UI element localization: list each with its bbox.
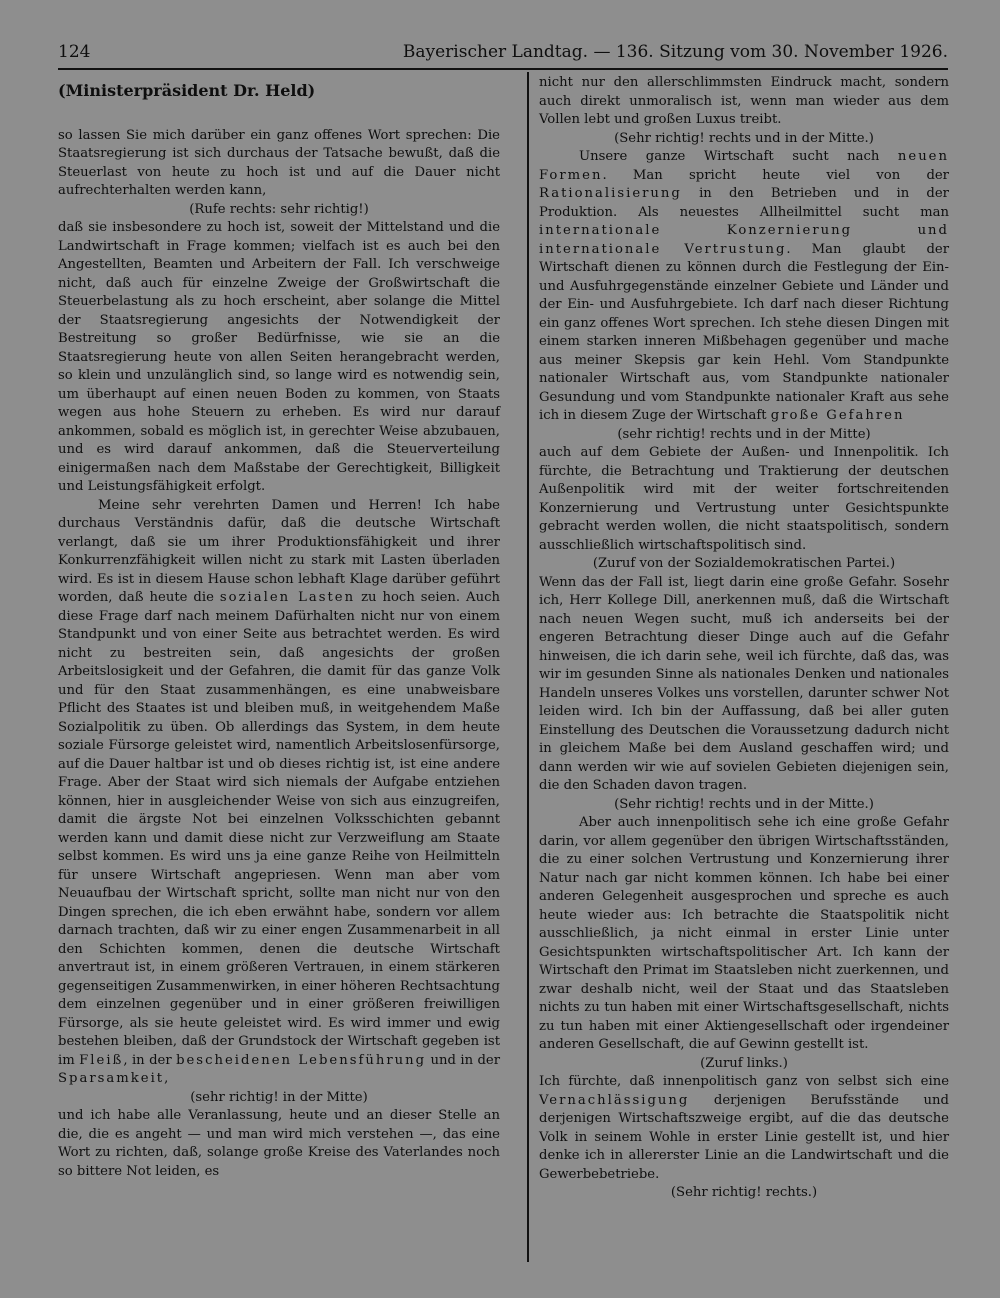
- paragraph: nicht nur den allerschlimmsten Eindruck macht, sondern auch direkt unmoralisch ist, wenn man wieder aus dem Vollen lebt und großen Luxus treibt.: [539, 75, 949, 127]
- text-run: in den Betrieben und in der Produktion. Als neuestes Allheilmittel sucht man: [539, 186, 949, 220]
- paragraph: so lassen Sie mich darüber ein ganz offenes Wort sprechen: Die Staatsregierung ist sich durchaus der Tatsache bewußt, daß die Steuerlast von heute zu hoch ist und auf die Dauer nicht aufrechterhalten werden kann,: [58, 127, 500, 198]
- paragraph: daß sie insbesondere zu hoch ist, soweit der Mittelstand und die Landwirtschaft in Frage kommen; vielfach ist es auch bei den Angestellten, Beamten und Arbeitern der Fall. Ich verschweige nicht, daß auch für einzelne Zweige der Großwirtschaft die Steuerbelastung als zu hoch erscheint, aber solange die Mittel der Staatsregierung angesichts der Notwendigkeit der Bestreitung so großer Bedürfnisse, wie sie an die Staatsregierung heute von allen Seiten herangebracht werden, so klein und unzulänglich sind, so lange wird es notwendig sein, um überhaupt auf einen neuen Boden zu kommen, von Staats wegen aus hohe Steuern zu erheben. Es wird nur darauf ankommen, sobald es möglich ist, in gerechter Weise abzubauen, und es wird darauf ankommen, daß die Steuerverteilung einigermaßen nach dem Maßstabe der Gerechtigkeit, Billigkeit und Leistungsfähigkeit erfolgt.: [58, 220, 500, 494]
- interjection: (Rufe rechts: sehr richtig!): [189, 201, 369, 217]
- interjection: (Zuruf links.): [700, 1055, 788, 1071]
- emphasis: Rationalisierung: [539, 186, 682, 201]
- header-rule: [58, 68, 948, 70]
- interjection: (Sehr richtig! rechts und in der Mitte.): [614, 796, 874, 812]
- text-run: derjenigen Berufsstände und derjenigen Wirtschaftszweige ergibt, auf die das deutsche Volk in seinem Wohle in erster Linie gestellt ist, und hier denke ich in allererster Linie an die Landwirtschaft und die Gewerbebetriebe.: [539, 1092, 949, 1182]
- right-column: [539, 74, 949, 1203]
- page-number: 124: [58, 42, 91, 62]
- text-run: Ich fürchte, daß innenpolitisch ganz von selbst sich eine: [539, 1074, 949, 1089]
- text-run: . Man glaubt der Wirtschaft dienen zu können durch die Festlegung der Ein- und Ausfuhrgegenstände einzelner Gebiete und Länder und der Ein- und Ausfuhrgebiete. Ich darf nach dieser Richtung ein ganz offenes Wort sprechen. Ich stehe diesen Dingen mit einem starken inneren Mißbehagen gegenüber und mache aus meiner Skepsis gar kein Hehl. Vom Standpunkte nationaler Wirtschaft aus, vom Standpunkte nationaler Gesundung und vom Standpunkte nationaler Kraft aus sehe ich in diesem Zuge der Wirtschaft: [539, 241, 949, 423]
- interjection: (Sehr richtig! rechts.): [670, 1185, 818, 1200]
- paragraph: und ich habe alle Veranlassung, heute und an dieser Stelle an die, die es angeht — und man wird mich verstehen —, das eine Wort zu richten, daß, solange große Kreise des Vaterlandes noch so bittere Not leiden, es: [58, 1108, 500, 1179]
- running-header: [58, 38, 948, 68]
- emphasis: Fleiß: [79, 1052, 124, 1068]
- paragraph: [539, 1073, 949, 1184]
- emphasis: große Gefahren: [770, 408, 905, 423]
- interjection: (Sehr richtig! rechts und in der Mitte.): [614, 130, 874, 146]
- paragraph: Aber auch innenpolitisch sehe ich eine große Gefahr darin, vor allem gegenüber den übrigen Wirtschaftsständen, die zu einer solchen Vertrustung und Konzernierung ihrer Natur nach gar nicht kommen können. Ich habe bei einer anderen Gelegenheit ausgesprochen und spreche es auch heute wieder aus: Ich betrachte die Staatspolitik nicht ausschließlich, ja nicht einmal in erster Linie unter Gesichtspunkten wirtschaftspolitischer Art. Ich kann der Wirtschaft den Primat im Staatsleben nicht zuerkennen, und zwar deshalb nicht, weil der Staat und das Staatsleben nichts zu tun haben mit einer Wirtschaftsgesellschaft, nichts zu tun haben mit einer Aktiengesellschaft oder irgendeiner anderen Gesellschaft, die auf Gewinn gestellt ist.: [539, 815, 949, 1052]
- text-run: Unsere ganze Wirtschaft sucht nach: [579, 149, 880, 164]
- speaker-label: (Ministerpräsident Dr. Held): [58, 81, 316, 100]
- emphasis: Sparsamkeit: [58, 1071, 165, 1086]
- emphasis: sozialen Lasten: [219, 590, 356, 605]
- header-title: Bayerischer Landtag. — 136. Sitzung vom 30. November 1926.: [402, 42, 948, 62]
- text-run: und in der: [430, 1052, 501, 1068]
- column-divider: [527, 72, 529, 1262]
- left-column: [58, 74, 500, 1181]
- interjection: (sehr richtig! in der Mitte): [190, 1089, 368, 1105]
- text-run: , in der: [123, 1052, 172, 1068]
- paragraph: Wenn das der Fall ist, liegt darin eine große Gefahr. Sosehr ich, Herr Kollege Dill, anerkennen muß, daß die Wirtschaft nach neuen Wegen sucht, muß ich anderseits bei der engeren Betrachtung dieser Dinge auch auf die Gefahr hinweisen, die ich darin sehe, weil ich fürchte, daß das, was wir im gesunden Sinne als nationales Denken und nationales Handeln unseres Volkes uns vorstellen, darunter schwer Not leiden wird. Ich bin der Auffassung, daß bei aller guten Einstellung des Deutschen die Voraussetzung dadurch nicht in gleichem Maße bei dem Ausland geschaffen wird; und dann werden wir wie auf sovielen Gebieten diejenigen sein, die den Schaden davon tragen.: [539, 574, 949, 793]
- emphasis: internationale Konzernierung und internationale Vertrustung: [539, 223, 949, 257]
- interjection: (sehr richtig! rechts und in der Mitte): [617, 426, 871, 442]
- emphasis: neuen Formen: [539, 149, 949, 183]
- paragraph: auch auf dem Gebiete der Außen- und Innenpolitik. Ich fürchte, die Betrachtung und Traktierung der deutschen Außenpolitik wird mit der weiter fortschreitenden Konzernierung und Vertrustung unter Gesichtspunkte gebracht werden wollen, die nicht staatspolitisch, sondern ausschließlich wirtschaftspolitisch sind.: [539, 445, 949, 553]
- interjection: (Zuruf von der Sozialdemokratischen Partei.): [592, 556, 896, 571]
- text-run: zu hoch seien. Auch diese Frage darf nach meinem Dafürhalten nicht nur von einem Standpunkt und von einer Seite aus betrachtet werden. Es wird nicht zu bestreiten sein, daß angesichts der großen Arbeitslosigkeit und der Gefahren, die damit für das ganze Volk und für den Staat zusammenhängen, es eine unabweisbare Pflicht des Staates ist und bleiben muß, in weitgehendem Maße Sozialpolitik zu üben. Ob allerdings das System, in dem heute soziale Fürsorge geleistet wird, namentlich Arbeitslosenfürsorge, auf die Dauer haltbar ist und ob dieses richtig ist, ist eine andere Frage. Aber der Staat wird sich niemals der Aufgabe entziehen können, hier in ausgleichender Weise von sich aus einzugreifen, damit die ärgste Not bei einzelnen Volksschichten gebannt werden kann und damit diese nicht zur Verzweiflung am Staate selbst kommen. Es wird uns ja eine ganze Reihe von Heilmitteln für unsere Wirtschaft angepriesen. Wenn man aber vom Neuaufbau der Wirtschaft spricht, sollte man nicht nur von den Dingen sprechen, die ich eben erwähnt habe, sondern vor allem darnach trachten, daß wir zu einer engen Zusammenarbeit in all den Schichten kommen, denen die deutsche Wirtschaft anvertraut ist, in einem größeren Vertrauen, in einem stärkeren gegenseitigen Zusammenwirken, in einer höheren Rechtsachtung dem einzelnen gegenüber und in einer größeren freiwilligen Fürsorge, als sie heute geleistet wird. Es wird immer und ewig bestehen bleiben, daß der Grundstock der Wirtschaft gegeben ist im: [58, 590, 500, 1068]
- emphasis: bescheidenen Lebensführung: [176, 1052, 427, 1068]
- paragraph: [58, 497, 500, 1089]
- text-run: Meine sehr verehrten Damen und Herren! Ich habe durchaus Verständnis dafür, daß die deutsche Wirtschaft verlangt, daß sie um ihrer Produktionsfähigkeit und ihrer Konkurrenzfähigkeit willen nicht zu stark mit Lasten überladen wird. Es ist in diesem Hause schon lebhaft Klage darüber geführt worden, daß heute die: [58, 497, 500, 605]
- text-run: ,: [164, 1071, 169, 1086]
- emphasis: Vernachlässigung: [539, 1092, 690, 1108]
- paragraph: [539, 148, 949, 426]
- text-run: . Man spricht heute viel von der: [602, 167, 949, 183]
